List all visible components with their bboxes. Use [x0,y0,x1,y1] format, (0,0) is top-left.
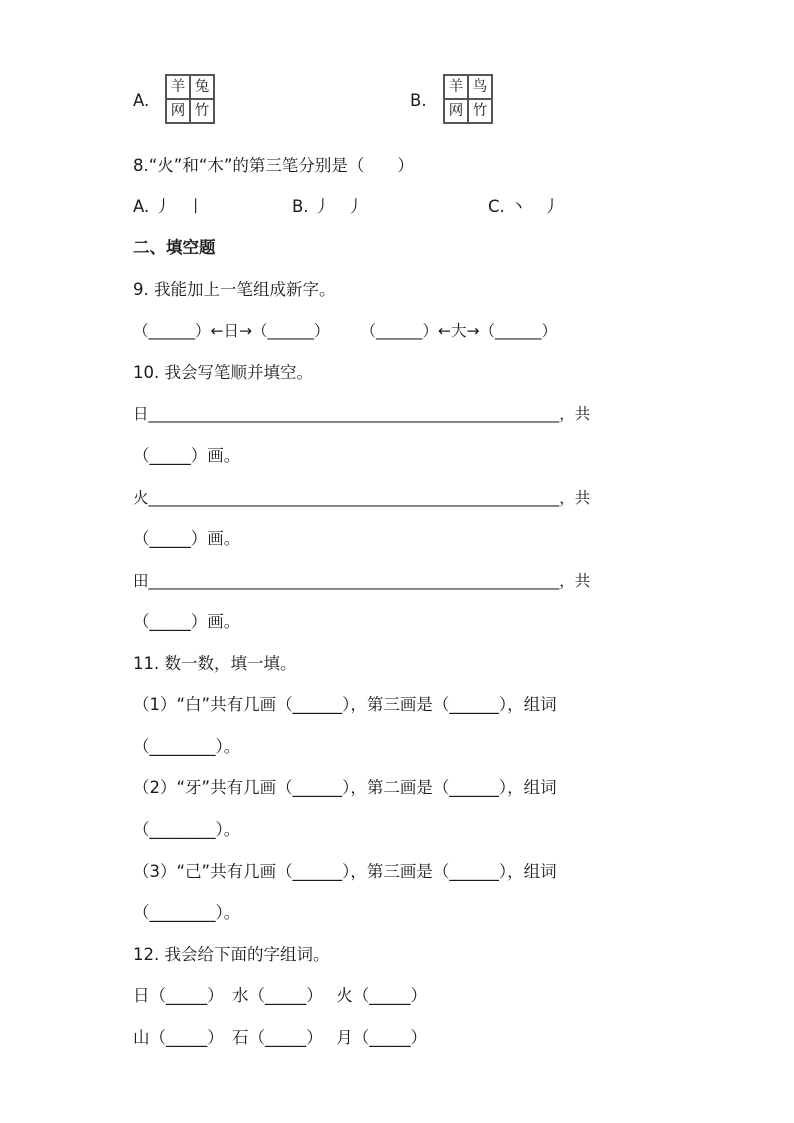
q10-stroke-line-huo: 火_____________________________________________________，共 [133,489,591,507]
grid-cell: 网 [444,99,468,123]
q11-item-1-word: （________）。 [133,737,241,756]
q10-stroke-line-ri: 日_____________________________________________________，共 [133,405,591,423]
q8-option-a: A. 丿 丨 [133,197,204,216]
option-a-char-grid [165,74,215,124]
q10-count-ri: （_____）画。 [133,446,241,465]
grid-cell: 网 [166,99,190,123]
q9-blanks-line: （______）←日→（______） （______）←大→（______） [133,322,557,340]
q10-stroke-line-tian: 田_____________________________________________________，共 [133,572,591,590]
option-a-label: A. [133,91,150,110]
q12-row-2: 山（_____） 石（_____） 月（_____） [133,1028,427,1047]
question-11: 11. 数一数，填一填。 [133,654,297,673]
grid-cell: 竹 [468,99,492,123]
q11-item-3-word: （________）。 [133,903,241,922]
question-10: 10. 我会写笔顺并填空。 [133,363,313,382]
grid-cell: 羊 [166,75,190,99]
q10-count-huo: （_____）画。 [133,529,241,548]
q11-item-1: （1）“白”共有几画（______），第三画是（______），组词 [133,695,557,714]
q12-row-1: 日（_____） 水（_____） 火（_____） [133,986,427,1005]
option-b-label: B. [410,91,427,110]
section-title: 二、填空题 [133,238,216,257]
q11-item-2: （2）“牙”共有几画（______），第二画是（______），组词 [133,778,557,797]
q11-item-3: （3）“己”共有几画（______），第三画是（______），组词 [133,862,557,881]
q8-option-c: C. 丶 丿 [488,197,560,216]
question-9: 9. 我能加上一笔组成新字。 [133,280,336,299]
question-12: 12. 我会给下面的字组词。 [133,945,330,964]
grid-cell: 鸟 [468,75,492,99]
q10-count-tian: （_____）画。 [133,612,241,631]
grid-cell: 兔 [190,75,214,99]
q11-item-2-word: （________）。 [133,820,241,839]
question-8: 8.“火”和“木”的第三笔分别是（ ） [133,156,414,175]
grid-cell: 竹 [190,99,214,123]
q8-option-b: B. 丿 丿 [292,197,364,216]
option-b-char-grid [443,74,493,124]
grid-cell: 羊 [444,75,468,99]
